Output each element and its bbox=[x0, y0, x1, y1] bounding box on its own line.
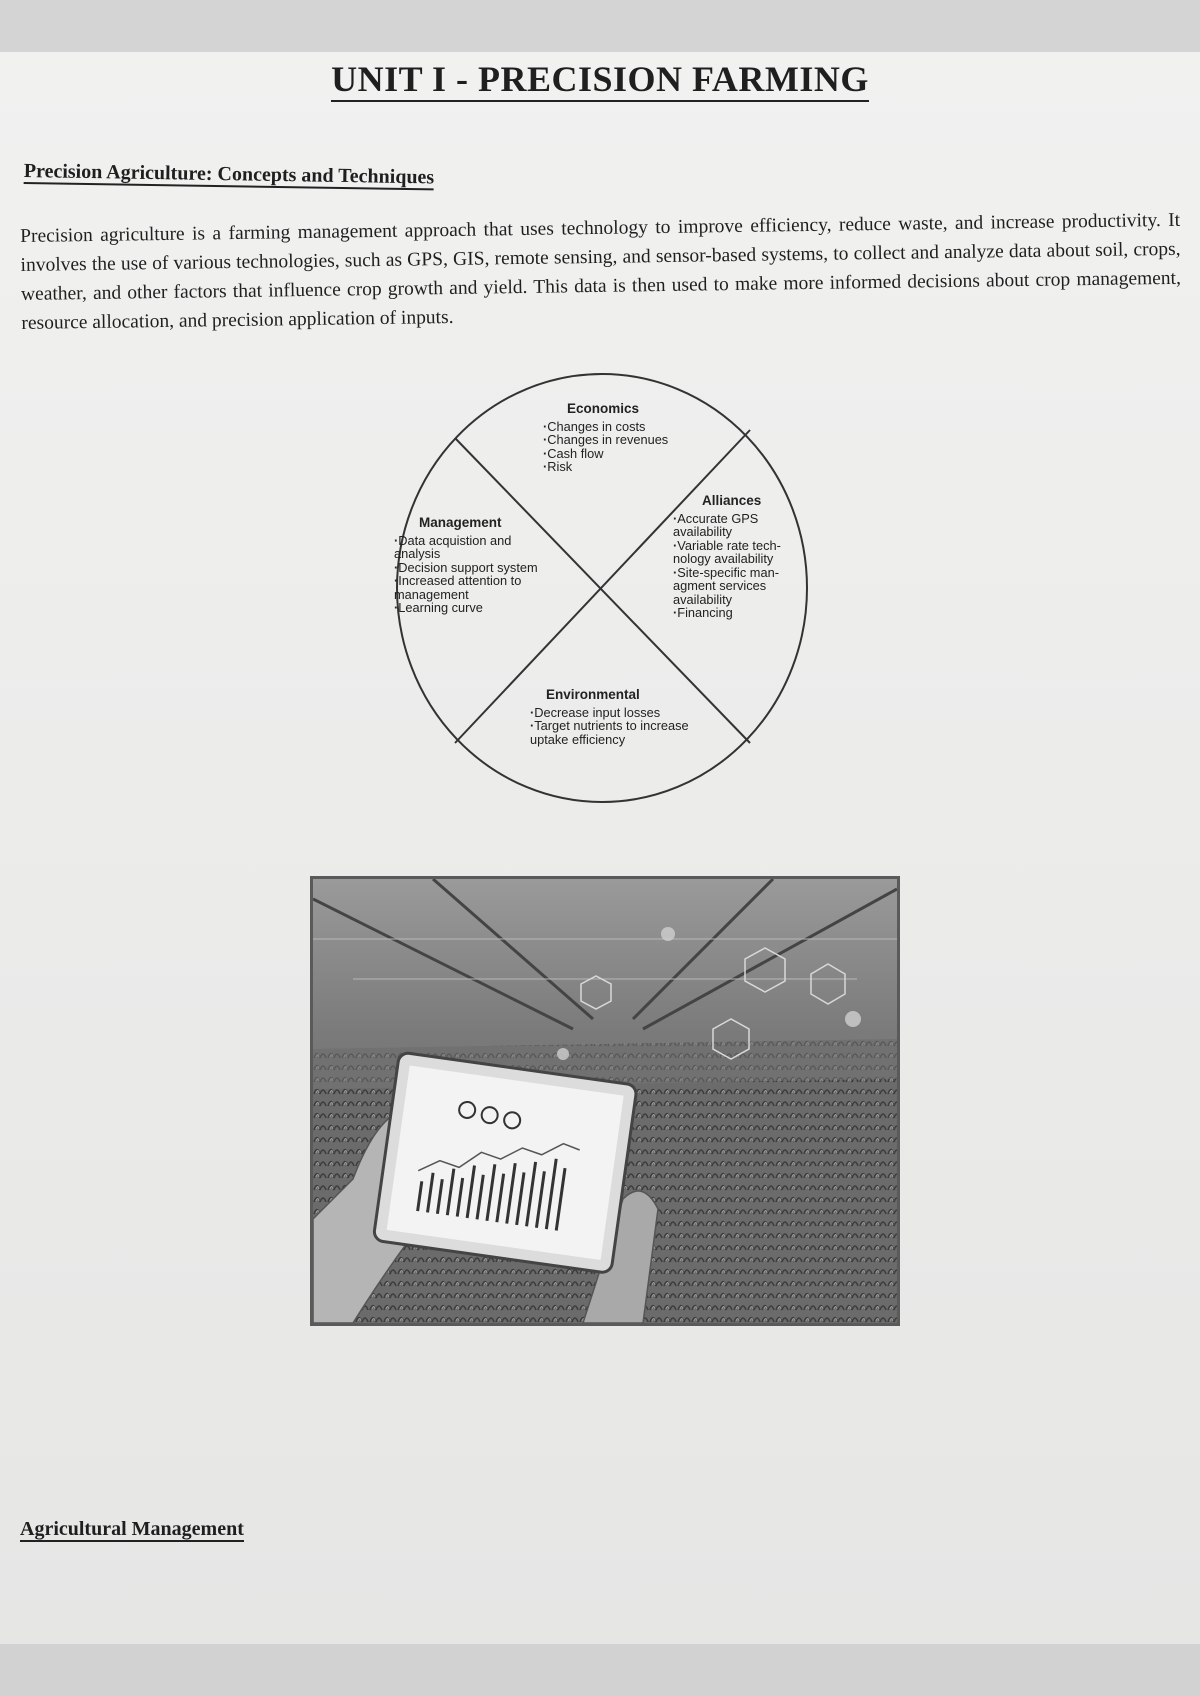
segment-alliances bbox=[673, 494, 818, 620]
precision-farming-photo bbox=[310, 876, 900, 1326]
list-item: · Variable rate tech-nology availability bbox=[673, 539, 818, 566]
list-item: · Accurate GPS availability bbox=[673, 512, 818, 539]
segment-economics-title: Economics bbox=[566, 401, 640, 416]
segment-economics bbox=[543, 402, 723, 474]
scan-top-margin bbox=[0, 0, 1200, 52]
segment-environmental-title: Environmental bbox=[546, 687, 640, 702]
list-item: · Changes in revenues bbox=[543, 433, 723, 447]
list-item: · Site-specific man-agment services availability bbox=[673, 566, 818, 607]
list-item: · Financing bbox=[673, 606, 818, 620]
list-item: · Increased attention to management bbox=[394, 574, 554, 601]
page-title bbox=[0, 58, 1200, 100]
intro-paragraph: Precision agriculture is a farming management approach that uses technology to improve efficiency, reduce waste, and increase productivity. It involves the use of various technologies, such as GPS, GIS, remote sensing, and sensor-based systems, to collect and analyze data about soil, crops, weather, and other factors that influence crop growth and yield. This data is then used to make more informed decisions about crop management, resource allocation, and precision application of inputs. bbox=[20, 209, 1182, 334]
agricultural-management-heading: Agricultural Management bbox=[20, 1518, 244, 1540]
section-heading: Precision Agriculture: Concepts and Techniques bbox=[23, 160, 435, 189]
segment-management-title: Management bbox=[419, 515, 502, 530]
scan-bottom-margin bbox=[0, 1644, 1200, 1696]
list-item: · Cash flow bbox=[543, 447, 723, 461]
segment-alliances-title: Alliances bbox=[702, 493, 762, 508]
list-item: · Risk bbox=[543, 460, 723, 474]
segment-management bbox=[394, 516, 554, 615]
list-item: · Learning curve bbox=[394, 601, 554, 615]
list-item: · Changes in costs bbox=[543, 420, 723, 434]
list-item: · Data acquistion and analysis bbox=[394, 534, 554, 561]
list-item: · Decrease input losses bbox=[530, 706, 710, 720]
list-item: · Target nutrients to increase uptake efficiency bbox=[530, 719, 710, 746]
list-item: · Decision support system bbox=[394, 561, 554, 575]
precision-farming-diagram bbox=[390, 368, 820, 808]
photo-illustration bbox=[313, 879, 897, 1323]
segment-environmental bbox=[530, 688, 710, 746]
page-title-text: UNIT I - PRECISION FARMING bbox=[331, 59, 869, 102]
